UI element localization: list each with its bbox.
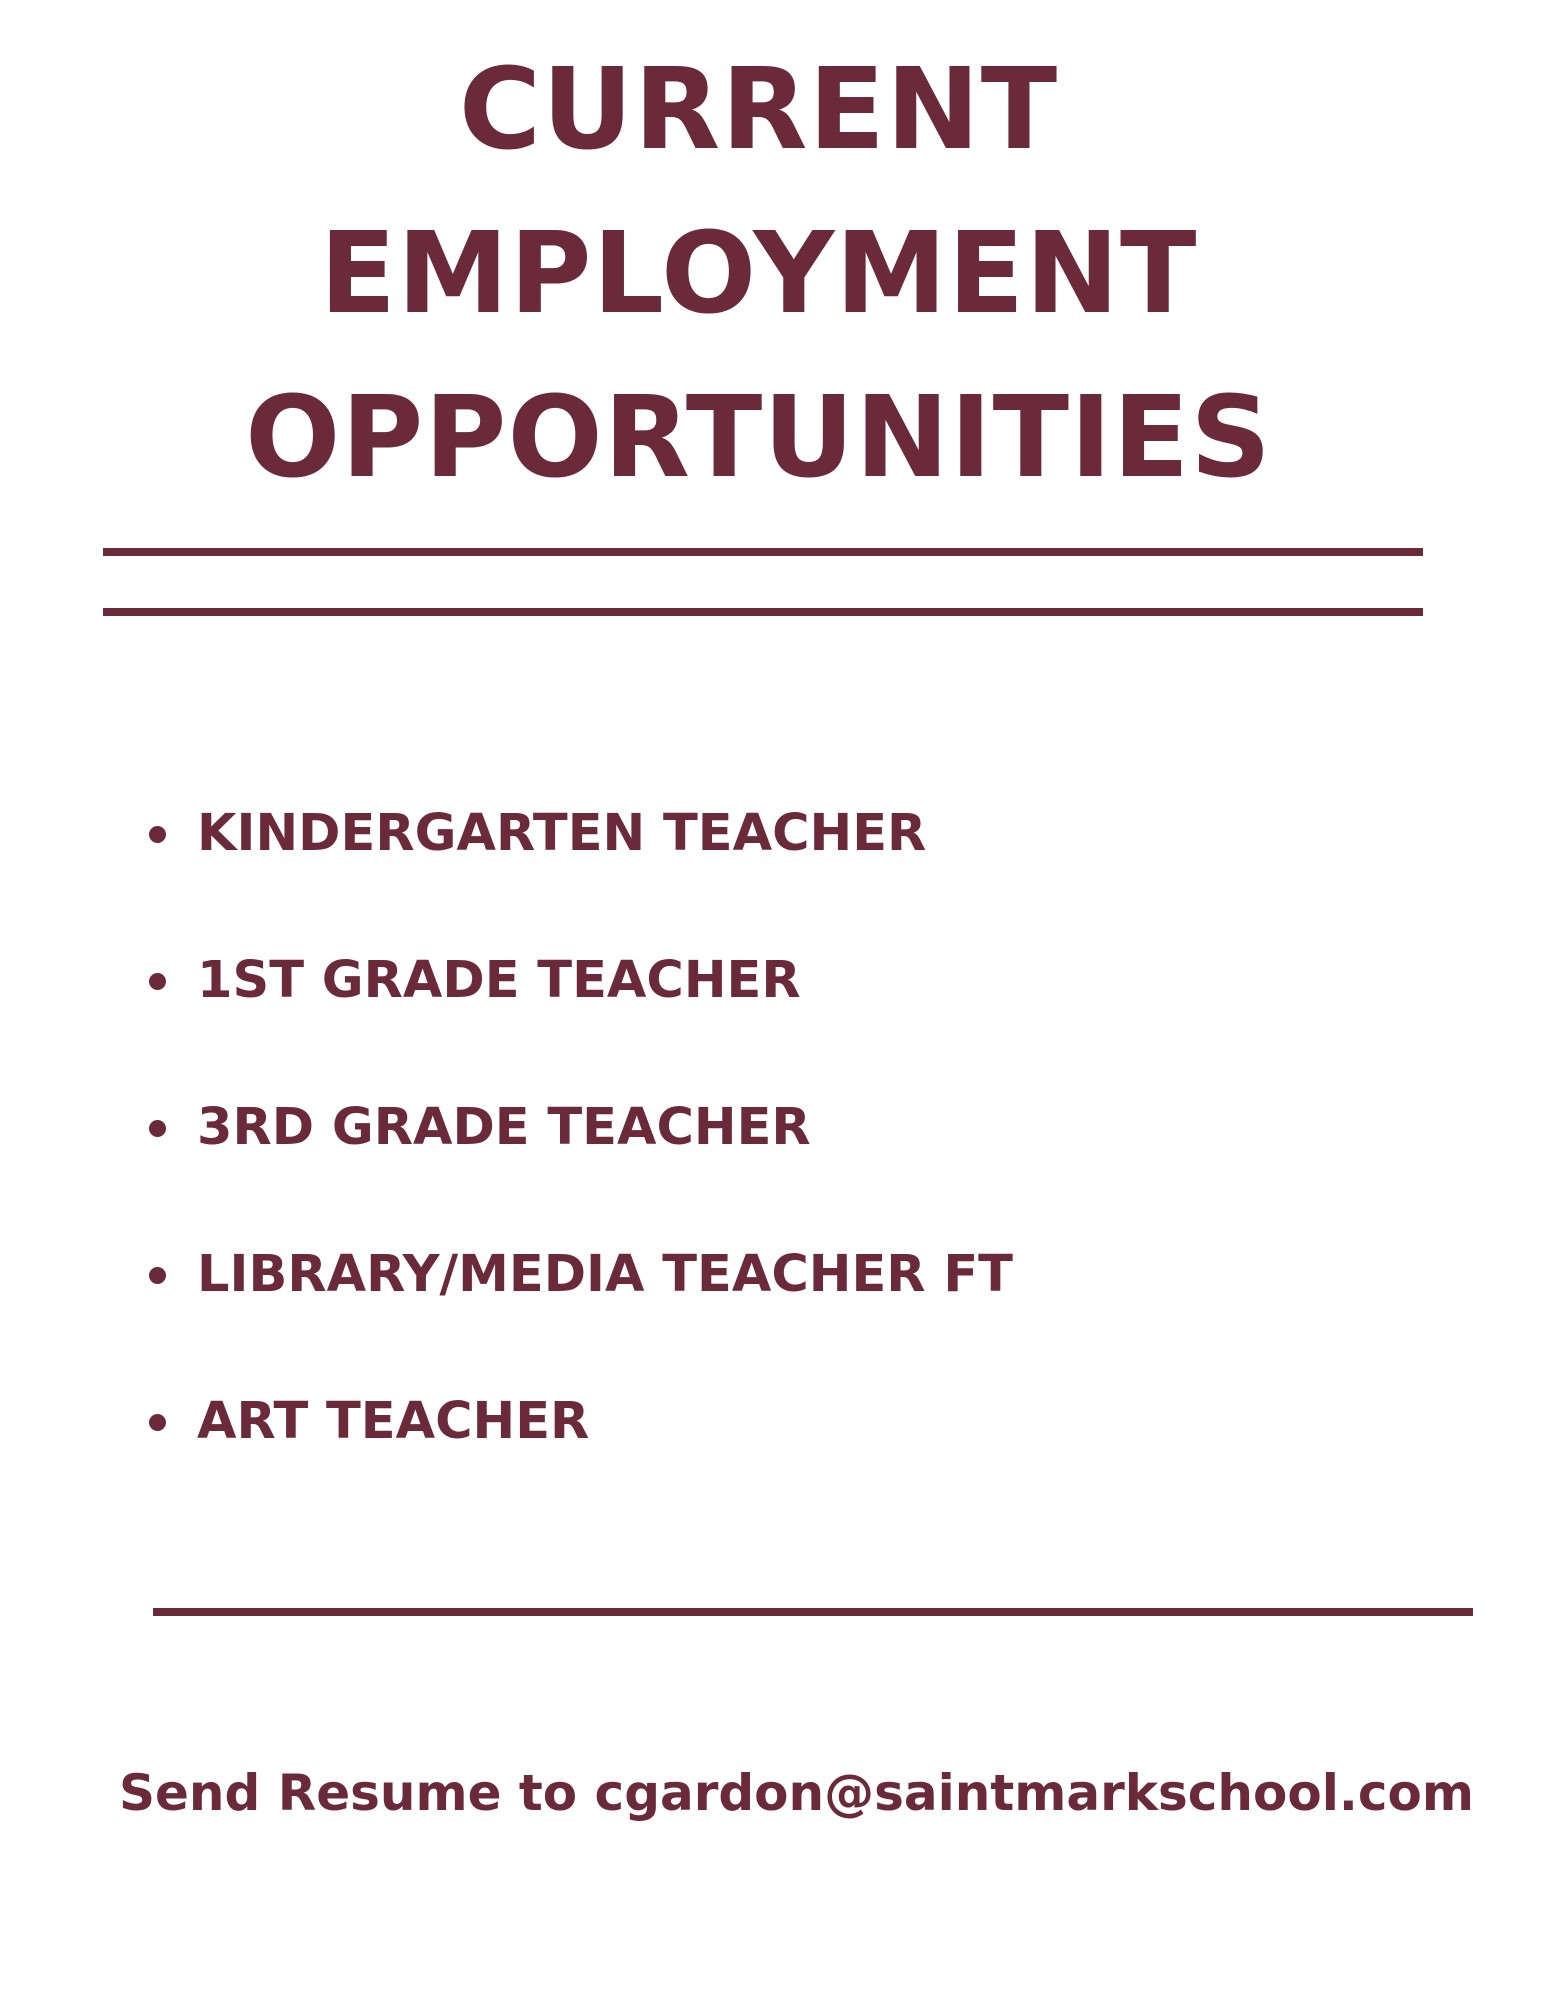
- bullet-icon: [149, 1120, 166, 1137]
- position-title: 1ST GRADE TEACHER: [197, 951, 801, 1010]
- list-item: [145, 1233, 1013, 1380]
- heading-line-current: CURRENT: [458, 45, 1059, 175]
- position-title: KINDERGARTEN TEACHER: [197, 804, 927, 863]
- list-item: [145, 939, 1013, 1086]
- bullet-icon: [149, 826, 166, 843]
- list-item: [145, 1380, 1013, 1527]
- contact-line: Send Resume to cgardon@saintmarkschool.com: [119, 1764, 1474, 1822]
- top-divider-lower: [103, 608, 1423, 616]
- position-title: LIBRARY/MEDIA TEACHER FT: [197, 1245, 1013, 1304]
- heading-line-opportunities: OPPORTUNITIES: [245, 373, 1272, 503]
- bullet-icon: [149, 1414, 166, 1431]
- list-item: [145, 1086, 1013, 1233]
- heading-line-employment: EMPLOYMENT: [319, 209, 1198, 339]
- position-title: ART TEACHER: [197, 1392, 590, 1451]
- bottom-divider: [153, 1608, 1473, 1616]
- list-item: [145, 792, 1013, 939]
- top-divider-upper: [103, 548, 1423, 556]
- bullet-icon: [149, 973, 166, 990]
- position-title: 3RD GRADE TEACHER: [197, 1098, 811, 1157]
- bullet-icon: [149, 1267, 166, 1284]
- positions-list: [145, 792, 1013, 1527]
